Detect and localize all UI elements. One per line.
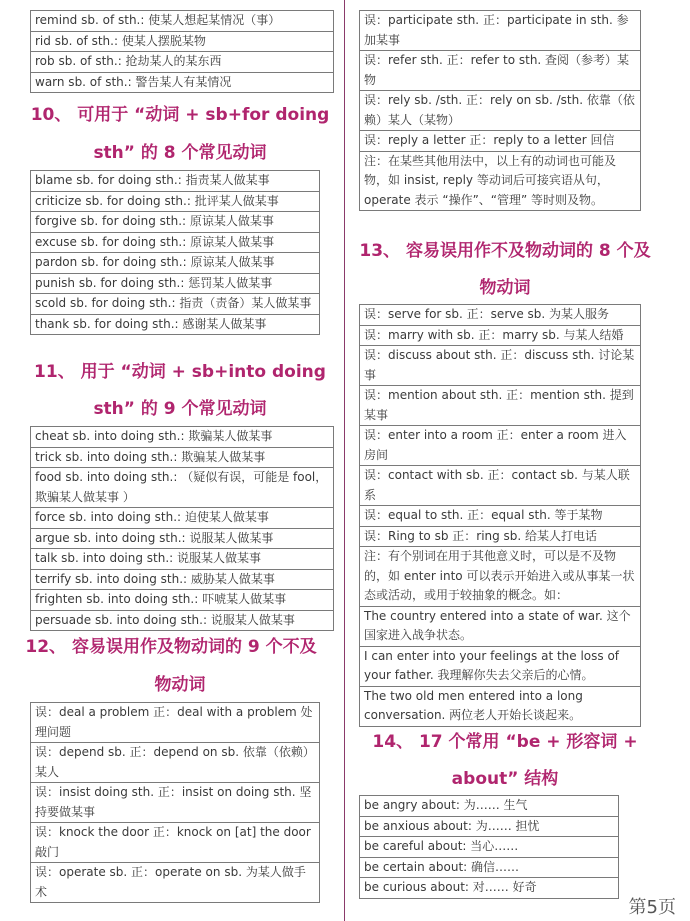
table-cell: terrify sb. into doing sth.: 威胁某人做某事 xyxy=(31,569,334,590)
table-cell: remind sb. of sth.: 使某人想起某情况（事） xyxy=(31,11,334,32)
table-cell: criticize sb. for doing sth.: 批评某人做某事 xyxy=(31,191,320,212)
table-row xyxy=(360,466,641,506)
table-row xyxy=(360,547,641,607)
table-row xyxy=(31,703,320,743)
table-row xyxy=(31,253,320,274)
table-row xyxy=(31,31,334,52)
table-cell: The country entered into a state of war. 这个国家进入战争状态。 xyxy=(360,606,641,646)
transitive-misuse-table xyxy=(359,10,641,211)
table-cell: force sb. into doing sth.: 迫使某人做某事 xyxy=(31,508,334,529)
table-row xyxy=(31,232,320,253)
table-cell: trick sb. into doing sth.: 欺骗某人做某事 xyxy=(31,447,334,468)
table-cell: frighten sb. into doing sth.: 吓唬某人做某事 xyxy=(31,590,334,611)
table-cell: 误：equal to sth. 正：equal sth. 等于某物 xyxy=(360,506,641,527)
table-row xyxy=(360,526,641,547)
table-row xyxy=(31,569,334,590)
table-cell: be angry about: 为…… 生气 xyxy=(360,796,619,817)
section-14-heading-line1: 14、 17 个常用 “be + 形容词 + xyxy=(372,732,638,752)
table-row xyxy=(31,590,334,611)
table-row xyxy=(360,837,619,858)
table-cell: 误：mention about sth. 正：mention sth. 提到某事 xyxy=(360,386,641,426)
table-cell: warn sb. of sth.: 警告某人有某情况 xyxy=(31,72,334,93)
table-row xyxy=(360,606,641,646)
table-row xyxy=(31,11,334,32)
table-row xyxy=(31,52,334,73)
table-row xyxy=(31,447,334,468)
table-cell: food sb. into doing sth.: （疑似有误，可能是 fool，欺骗某人做某事 ） xyxy=(31,468,334,508)
table-cell: 误：refer sth. 正：refer to sth. 查阅（参考）某物 xyxy=(360,51,641,91)
table-cell: 误：reply a letter 正：reply to a letter 回信 xyxy=(360,131,641,152)
table-row xyxy=(360,151,641,211)
section-13-heading-line1: 13、 容易误用作不及物动词的 8 个及 xyxy=(359,241,651,261)
table-cell: be careful about: 当心…… xyxy=(360,837,619,858)
table-row xyxy=(31,743,320,783)
table-cell: thank sb. for doing sth.: 感谢某人做某事 xyxy=(31,314,320,335)
table-row xyxy=(360,686,641,726)
section-10-heading-line2: sth” 的 8 个常见动词 xyxy=(93,143,267,163)
table-row xyxy=(31,549,334,570)
table-cell: be anxious about: 为…… 担忧 xyxy=(360,816,619,837)
section-14-heading-line2: about” 结构 xyxy=(451,769,559,789)
table-row xyxy=(31,294,320,315)
table-cell: 误：discuss about sth. 正：discuss sth. 讨论某事 xyxy=(360,346,641,386)
table-cell: blame sb. for doing sth.: 指责某人做某事 xyxy=(31,171,320,192)
table-row xyxy=(31,468,334,508)
table-cell: 注：在某些其他用法中，以上有的动词也可能及物，如 insist, reply 等动词后可接宾语从句，operate 表示 “操作”、“管理” 等时则及物。 xyxy=(360,151,641,211)
page-number: 第5页 xyxy=(625,893,680,919)
table-cell: 误：insist doing sth. 正：insist on doing sth. 坚持要做某事 xyxy=(31,783,320,823)
table-row xyxy=(360,878,619,899)
table-cell: pardon sb. for doing sth.: 原谅某人做某事 xyxy=(31,253,320,274)
transitive-verbs-table xyxy=(359,304,641,727)
table-cell: excuse sb. for doing sth.: 原谅某人做某事 xyxy=(31,232,320,253)
table-cell: 注：有个别词在用于其他意义时，可以是不及物的，如 enter into 可以表示开始进入或从事某一状态或活动，或用于较抽象的概念。如： xyxy=(360,547,641,607)
table-cell: punish sb. for doing sth.: 惩罚某人做某事 xyxy=(31,273,320,294)
table-row xyxy=(31,528,334,549)
table-row xyxy=(31,863,320,903)
table-cell: 误：serve for sb. 正：serve sb. 为某人服务 xyxy=(360,305,641,326)
table-cell: 误：rely sb. /sth. 正：rely on sb. /sth. 依靠（依赖）某人（某物） xyxy=(360,91,641,131)
intransitive-verbs-table xyxy=(30,702,320,903)
table-row xyxy=(360,506,641,527)
table-row xyxy=(31,610,334,631)
table-cell: 误：operate sb. 正：operate on sb. 为某人做手术 xyxy=(31,863,320,903)
section-12-heading-line2: 物动词 xyxy=(154,675,206,695)
table-cell: 误：enter into a room 正：enter a room 进入房间 xyxy=(360,426,641,466)
table-cell: scold sb. for doing sth.: 指责（责备）某人做某事 xyxy=(31,294,320,315)
section-13-heading-line2: 物动词 xyxy=(479,278,531,298)
table-row xyxy=(31,314,320,335)
table-row xyxy=(360,51,641,91)
table-cell: cheat sb. into doing sth.: 欺骗某人做某事 xyxy=(31,427,334,448)
table-cell: 误：contact with sb. 正：contact sb. 与某人联系 xyxy=(360,466,641,506)
table-row xyxy=(360,857,619,878)
table-row xyxy=(360,816,619,837)
table-row xyxy=(360,426,641,466)
table-row xyxy=(360,305,641,326)
table-cell: 误：marry with sb. 正：marry sb. 与某人结婚 xyxy=(360,325,641,346)
table-cell: I can enter into your feelings at the loss of your father. 我理解你失去父亲后的心情。 xyxy=(360,646,641,686)
section-11-heading-line1: 11、 用于 “动词 + sb+into doing xyxy=(34,362,326,382)
table-row xyxy=(31,823,320,863)
table-row xyxy=(360,325,641,346)
table-row xyxy=(31,508,334,529)
into-doing-verbs-table xyxy=(30,426,334,631)
section-12-heading-line1: 12、 容易误用作及物动词的 9 个不及 xyxy=(25,637,317,657)
table-cell: forgive sb. for doing sth.: 原谅某人做某事 xyxy=(31,212,320,233)
table-cell: 误：participate sth. 正：participate in sth. 参加某事 xyxy=(360,11,641,51)
table-row xyxy=(31,212,320,233)
table-row xyxy=(360,646,641,686)
table-cell: persuade sb. into doing sth.: 说服某人做某事 xyxy=(31,610,334,631)
remind-rid-table xyxy=(30,10,334,93)
table-cell: 误：knock the door 正：knock on [at] the door 敲门 xyxy=(31,823,320,863)
table-cell: be curious about: 对…… 好奇 xyxy=(360,878,619,899)
table-row xyxy=(31,191,320,212)
table-row xyxy=(360,11,641,51)
table-row xyxy=(360,91,641,131)
table-row xyxy=(31,72,334,93)
be-adj-about-table xyxy=(359,795,619,899)
table-row xyxy=(360,386,641,426)
table-row xyxy=(31,171,320,192)
table-cell: rob sb. of sth.: 抢劫某人的某东西 xyxy=(31,52,334,73)
table-cell: The two old men entered into a long conversation. 两位老人开始长谈起来。 xyxy=(360,686,641,726)
table-row xyxy=(31,783,320,823)
table-cell: argue sb. into doing sth.: 说服某人做某事 xyxy=(31,528,334,549)
table-row xyxy=(360,346,641,386)
table-cell: talk sb. into doing sth.: 说服某人做某事 xyxy=(31,549,334,570)
table-row xyxy=(360,796,619,817)
table-cell: be certain about: 确信…… xyxy=(360,857,619,878)
section-10-heading-line1: 10、 可用于 “动词 + sb+for doing xyxy=(30,105,330,125)
table-cell: 误：depend sb. 正：depend on sb. 依靠（依赖）某人 xyxy=(31,743,320,783)
table-cell: rid sb. of sth.: 使某人摆脱某物 xyxy=(31,31,334,52)
table-row xyxy=(31,273,320,294)
table-cell: 误：Ring to sb 正：ring sb. 给某人打电话 xyxy=(360,526,641,547)
table-row xyxy=(360,131,641,152)
section-11-heading-line2: sth” 的 9 个常见动词 xyxy=(93,399,267,419)
table-cell: 误：deal a problem 正：deal with a problem 处理问题 xyxy=(31,703,320,743)
for-doing-verbs-table xyxy=(30,170,320,335)
table-row xyxy=(31,427,334,448)
